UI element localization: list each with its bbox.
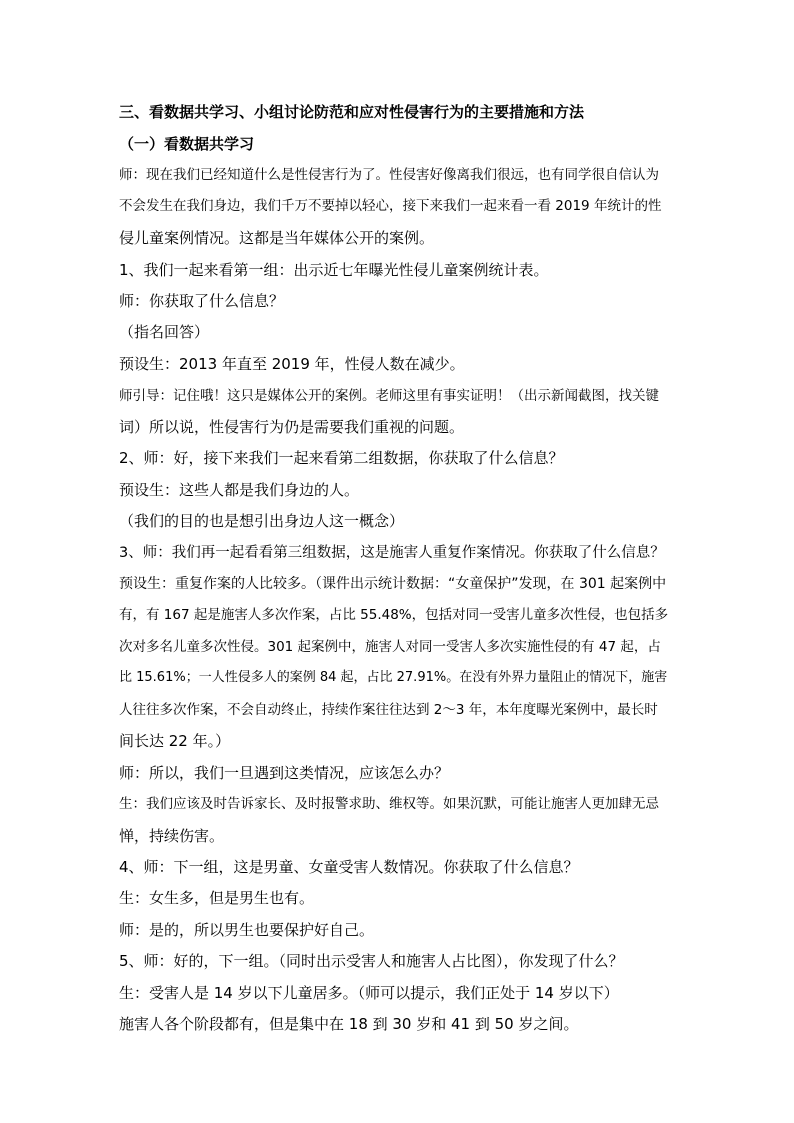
paragraph-line: 师：所以，我们一旦遇到这类情况，应该怎么办？ [119,764,450,782]
paragraph-line: 侵儿童案例情况。这都是当年媒体公开的案例。 [119,229,435,247]
paragraph-line: 预设生：重复作案的人比较多。（课件出示统计数据：“女童保护”发现，在 301 起案例中 [119,576,667,592]
paragraph-line: （指名回答） [119,323,210,341]
paragraph-line: 预设生：这些人都是我们身边的人。 [119,481,360,499]
paragraph-line: 词）所以说，性侵害行为仍是需要我们重视的问题。 [119,418,465,436]
paragraph-line: 惮，持续伤害。 [119,827,225,845]
paragraph-line: 生：我们应该及时告诉家长、及时报警求助、维权等。如果沉默，可能让施害人更加肆无忌 [119,796,659,812]
paragraph-line: 4、师：下一组，这是男童、女童受害人数情况。你获取了什么信息？ [119,858,579,876]
paragraph-line: 师：是的，所以男生也要保护好自己。 [119,921,375,939]
paragraph-line: 间长达 22 年。） [119,732,231,750]
paragraph-line: 师引导：记住哦！这只是媒体公开的案例。老师这里有事实证明！（出示新闻截图，找关键 [119,388,659,404]
section-heading: 三、看数据共学习、小组讨论防范和应对性侵害行为的主要措施和方法 [119,103,585,121]
paragraph-line: 不会发生在我们身边，我们千万不要掉以轻心，接下来我们一起来看一看 2019 年统计的性 [119,198,662,214]
paragraph-line: 师：你获取了什么信息？ [119,292,285,310]
paragraph-line: 预设生：2013 年直至 2019 年，性侵人数在减少。 [119,355,465,373]
paragraph-line: 生：受害人是 14 岁以下儿童居多。（师可以提示，我们正处于 14 岁以下） [119,984,619,1002]
paragraph-line: 比 15.61%；一人性侵多人的案例 84 起，占比 27.91%。在没有外界力量阻止的情况下，施害 [119,670,668,685]
paragraph-line: 3、师：我们再一起看看第三组数据，这是施害人重复作案情况。你获取了什么信息？ [119,545,665,561]
paragraph-line: （我们的目的也是想引出身边人这一概念） [119,512,405,530]
paragraph-line: 5、师：好的，下一组。（同时出示受害人和施害人占比图），你发现了什么？ [119,952,624,970]
paragraph-line: 次对多名儿童多次性侵。301 起案例中，施害人对同一受害人多次实施性侵的有 47 起，占 [119,639,661,655]
paragraph-line: 有，有 167 起是施害人多次作案，占比 55.48%，包括对同一受害儿童多次性侵，也包括多 [119,607,669,623]
paragraph-line: 人往往多次作案，不会自动终止，持续作案往往达到 2～3 年，本年度曝光案例中，最长时 [119,702,658,718]
paragraph-line: 师：现在我们已经知道什么是性侵害行为了。性侵害好像离我们很远，也有同学很自信认为 [119,167,659,183]
paragraph-line: 生：女生多，但是男生也有。 [119,889,315,907]
paragraph-line: 2、师：好，接下来我们一起来看第二组数据，你获取了什么信息？ [119,449,564,467]
paragraph-line: 施害人各个阶段都有，但是集中在 18 到 30 岁和 41 到 50 岁之间。 [119,1015,579,1033]
paragraph-line: 1、我们一起来看第一组：出示近七年曝光性侵儿童案例统计表。 [119,261,549,279]
subsection-heading: （一）看数据共学习 [119,135,255,153]
